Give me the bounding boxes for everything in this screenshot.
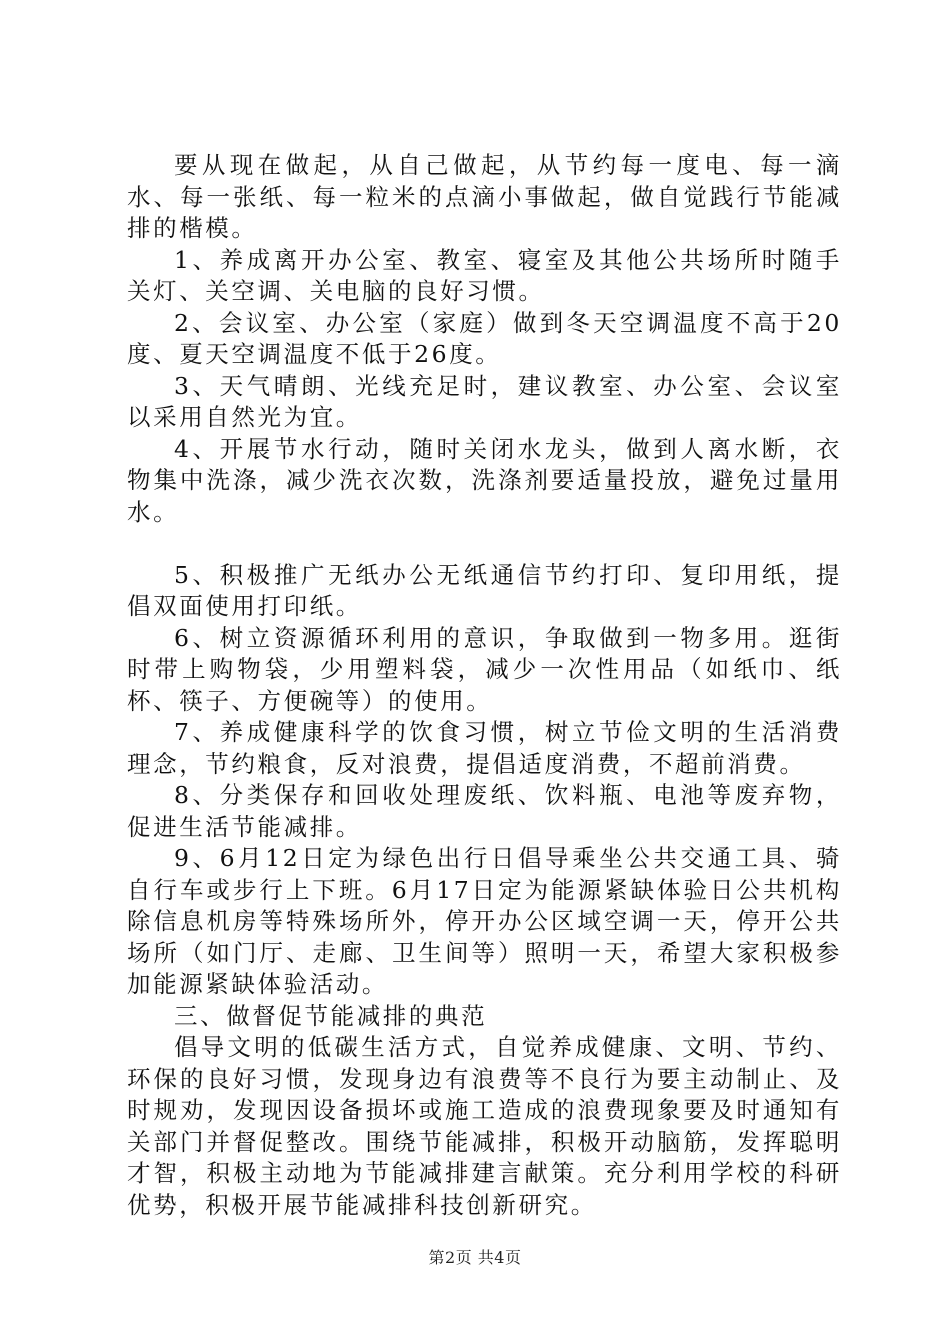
paragraph-item-6: 6、树立资源循环利用的意识，争取做到一物多用。逛街时带上购物袋，少用塑料袋，减少一次性用品（如纸巾、纸杯、筷子、方便碗等）的使用。 <box>127 623 842 715</box>
paragraph-item-8: 8、分类保存和回收处理废纸、饮料瓶、电池等废弃物，促进生活节能减排。 <box>127 781 842 841</box>
paragraph-intro: 要从现在做起，从自己做起，从节约每一度电、每一滴水、每一张纸、每一粒米的点滴小事做起，做自觉践行节能减排的楷模。 <box>127 151 842 242</box>
paragraph-item-7: 7、养成健康科学的饮食习惯，树立节俭文明的生活消费理念，节约粮食，反对浪费，提倡适度消费，不超前消费。 <box>127 718 842 778</box>
paragraph-item-2: 2、会议室、办公室（家庭）做到冬天空调温度不高于20度、夏天空调温度不低于26度。 <box>127 308 842 368</box>
paragraph-item-5: 5、积极推广无纸办公无纸通信节约打印、复印用纸，提倡双面使用打印纸。 <box>127 560 842 620</box>
paragraph-item-4: 4、开展节水行动，随时关闭水龙头，做到人离水断，衣物集中洗涤，减少洗衣次数，洗涤剂要适量投放，避免过量用水。 <box>127 434 842 526</box>
paragraph-item-9: 9、6月12日定为绿色出行日倡导乘坐公共交通工具、骑自行车或步行上下班。6月17日定为能源紧缺体验日公共机构除信息机房等特殊场所外，停开办公区域空调一天，停开公共场所（如门厅、走廊、卫生间等）照明一天，希望大家积极参加能源紧缺体验活动。 <box>127 844 842 998</box>
section-heading: 三、做督促节能减排的典范 <box>174 1001 488 1030</box>
paragraph-closing: 倡导文明的低碳生活方式，自觉养成健康、文明、节约、环保的良好习惯，发现身边有浪费等不良行为要主动制止、及时规劝，发现因设备损坏或施工造成的浪费现象要及时通知有关部门并督促整改。围绕节能减排，积极开动脑筋，发挥聪明才智，积极主动地为节能减排建言献策。充分利用学校的科研优势，积极开展节能减排科技创新研究。 <box>127 1033 842 1219</box>
paragraph-spacer <box>127 528 842 560</box>
page-number-footer: 第2页 共4页 <box>428 1248 522 1267</box>
paragraph-item-3: 3、天气晴朗、光线充足时，建议教室、办公室、会议室以采用自然光为宜。 <box>127 371 842 431</box>
document-body <box>127 150 842 1221</box>
paragraph-item-1: 1、养成离开办公室、教室、寝室及其他公共场所时随手关灯、关空调、关电脑的良好习惯。 <box>127 245 842 305</box>
